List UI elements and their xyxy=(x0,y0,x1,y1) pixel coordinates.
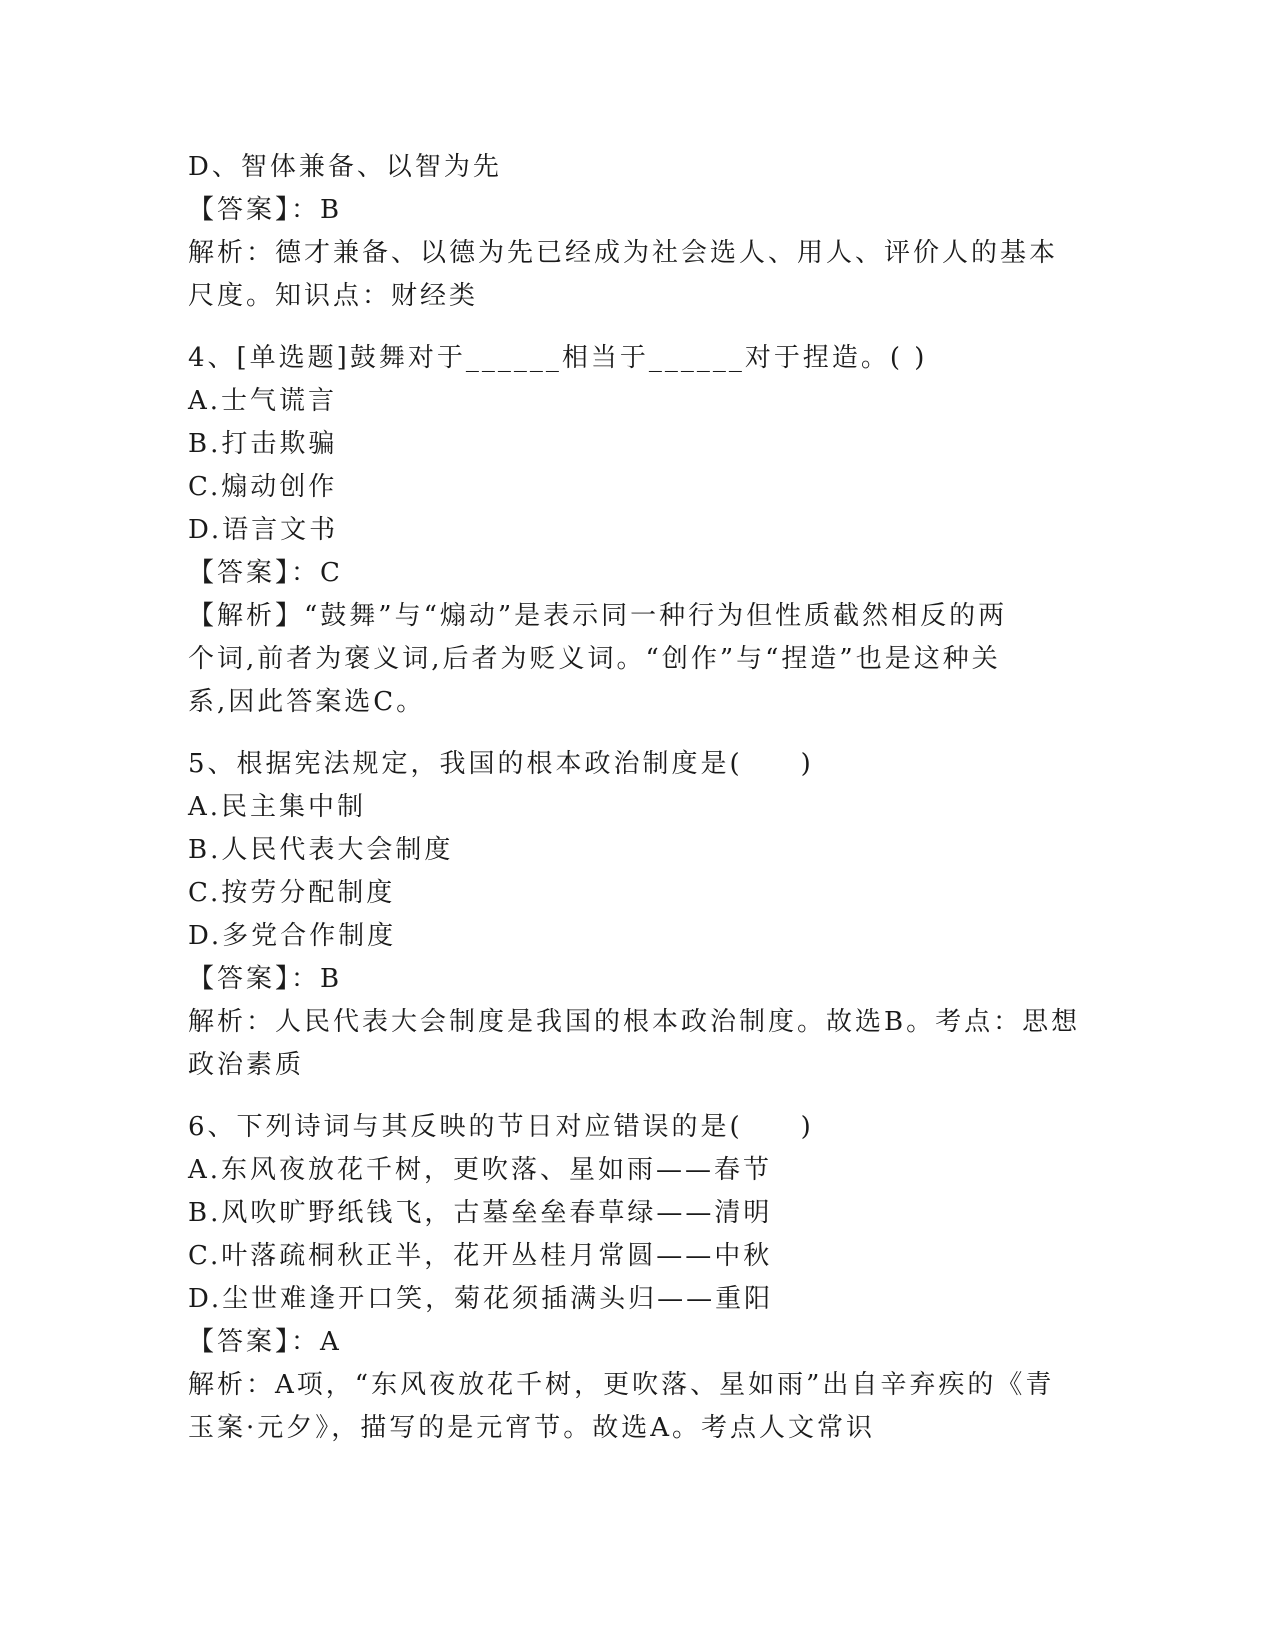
option-c: C.按劳分配制度 xyxy=(188,878,396,908)
option-a: A.民主集中制 xyxy=(188,792,367,822)
analysis-line: 个词,前者为褒义词,后者为贬义词。“创作”与“捏造”也是这种关 xyxy=(188,644,1001,674)
analysis-line: 解析：德才兼备、以德为先已经成为社会选人、用人、评价人的基本 xyxy=(188,238,1059,268)
answer: 【答案】：B xyxy=(188,195,343,225)
question-4 xyxy=(188,337,1088,724)
question-5 xyxy=(188,743,1088,1087)
option-a: A.东风夜放花千树，更吹落、星如雨——春节 xyxy=(188,1155,773,1185)
option-b: B.风吹旷野纸钱飞，古墓垒垒春草绿——清明 xyxy=(188,1198,773,1228)
option-c: C.煽动创作 xyxy=(188,472,338,502)
spacer xyxy=(188,318,1088,337)
question-3-tail xyxy=(188,146,1088,318)
analysis-line: 解析：人民代表大会制度是我国的根本政治制度。故选B。考点：思想 xyxy=(188,1007,1081,1037)
analysis-line: 解析：A项，“东风夜放花千树，更吹落、星如雨”出自辛弃疾的《青 xyxy=(188,1370,1055,1400)
answer: 【答案】：A xyxy=(188,1327,342,1357)
option-d: D.语言文书 xyxy=(188,515,339,545)
option-a: A.士气谎言 xyxy=(188,386,338,416)
answer: 【答案】：B xyxy=(188,964,343,994)
question-stem: 4、[单选题]鼓舞对于______相当于______对于捏造。( ) xyxy=(188,343,928,373)
option-b: B.人民代表大会制度 xyxy=(188,835,454,865)
analysis-line: 系,因此答案选C。 xyxy=(188,687,426,717)
question-stem: 5、根据宪法规定，我国的根本政治制度是( ) xyxy=(188,749,814,779)
analysis-line: 玉案·元夕》，描写的是元宵节。故选A。考点人文常识 xyxy=(188,1413,876,1443)
analysis-line: 政治素质 xyxy=(188,1050,305,1080)
option-d: D.多党合作制度 xyxy=(188,921,397,951)
analysis-line: 尺度。知识点：财经类 xyxy=(188,281,479,311)
spacer xyxy=(188,1087,1088,1106)
option-d: D、智体兼备、以智为先 xyxy=(188,152,502,182)
document-page xyxy=(188,146,1088,1450)
option-d: D.尘世难逢开口笑，菊花须插满头归——重阳 xyxy=(188,1284,774,1314)
analysis-line: 【解析】“鼓舞”与“煽动”是表示同一种行为但性质截然相反的两 xyxy=(188,601,1008,631)
spacer xyxy=(188,724,1088,743)
question-6 xyxy=(188,1106,1088,1450)
option-c: C.叶落疏桐秋正半，花开丛桂月常圆——中秋 xyxy=(188,1241,773,1271)
question-stem: 6、下列诗词与其反映的节日对应错误的是( ) xyxy=(188,1112,814,1142)
answer: 【答案】：C xyxy=(188,558,343,588)
option-b: B.打击欺骗 xyxy=(188,429,338,459)
